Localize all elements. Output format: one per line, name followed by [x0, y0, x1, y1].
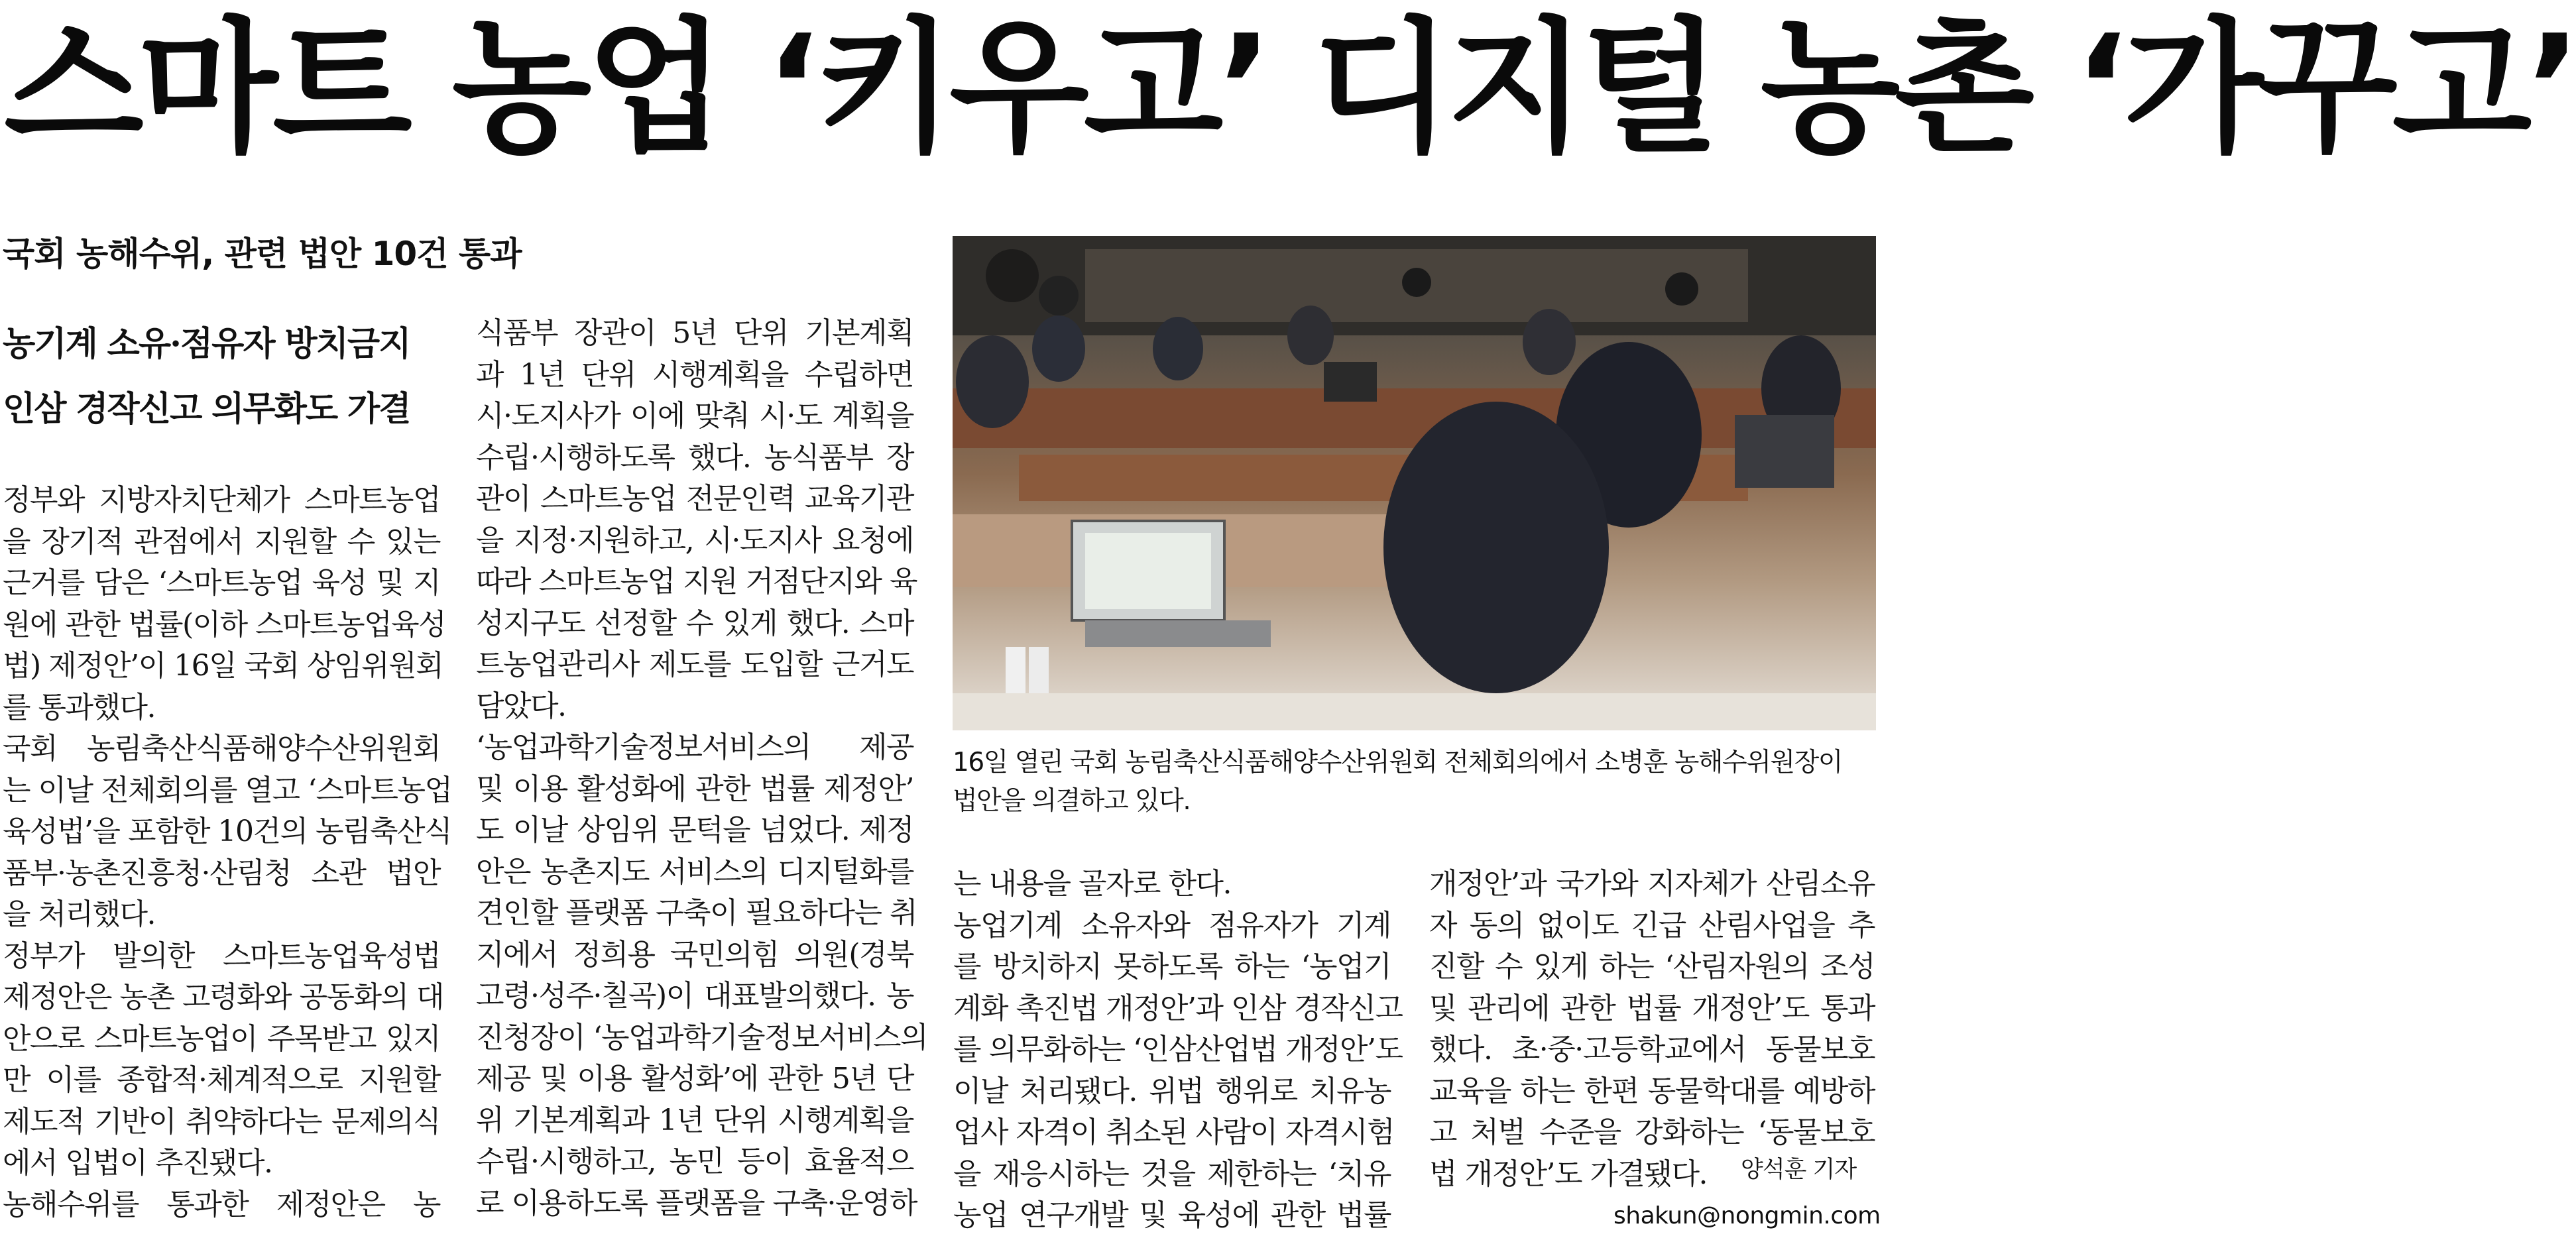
deck-line: 인삼 경작신고 의무화도 가결 — [3, 389, 410, 429]
article-line: 트농업관리사 제도를 도입할 근거도 — [476, 648, 913, 681]
photo-illustration — [953, 236, 1876, 730]
article-line: 안은 농촌지도 서비스의 디지털화를 — [476, 854, 913, 889]
deck — [3, 312, 453, 441]
article-line: 정부와 지방자치단체가 스마트농업 — [3, 483, 440, 517]
headline: 스마트 농업 ‘키우고’ 디지털 농촌 ‘가꾸고’ — [4, 5, 2576, 172]
article-line: 시·도지사가 이에 맞춰 시·도 계획을 — [476, 399, 913, 433]
article-line: 제도적 기반이 취약하다는 문제의식 — [3, 1104, 440, 1139]
laptop-base — [1085, 620, 1271, 647]
caption-line: 법안을 의결하고 있다. — [953, 786, 1191, 816]
byline-email: shakun@nongmin.com — [1613, 1202, 1881, 1229]
article-line: 을 장기적 관점에서 지원할 수 있는 — [3, 524, 440, 559]
article-column-4 — [1429, 864, 1875, 1195]
article-line: 농업기계 소유자와 점유자가 기계 — [953, 908, 1391, 942]
article-line: 에서 입법이 추진됐다. — [3, 1146, 272, 1180]
article-line: 및 관리에 관한 법률 개정안’도 통과 — [1429, 991, 1875, 1025]
person-silhouette — [956, 335, 1029, 428]
article-line: 도 이날 상임위 문턱을 넘었다. 제정 — [476, 813, 913, 847]
article-line: 담았다. — [476, 689, 566, 723]
article-line: 진할 수 있게 하는 ‘산림자원의 조성 — [1429, 950, 1875, 984]
article-line: 관이 스마트농업 전문인력 교육기관 — [476, 482, 913, 516]
article-line: 및 이용 활성화에 관한 법률 제정안’ — [476, 771, 913, 806]
article-line: 육성법’을 포함한 10건의 농림축산식 — [3, 815, 451, 848]
article-line: 과 1년 단위 시행계획을 수립하면 — [476, 357, 913, 392]
article-line: 정부가 발의한 스마트농업육성법 — [3, 938, 440, 973]
article-line: 농해수위를 통과한 제정안은 농 — [3, 1187, 440, 1221]
camera-icon — [1402, 268, 1431, 297]
article-line: 품부·농촌진흥청·산림청 소관 법안 — [3, 856, 440, 890]
person-silhouette — [1032, 315, 1085, 382]
article-column-1 — [3, 480, 452, 1225]
article-line: 견인할 플랫폼 구축이 필요하다는 취 — [476, 896, 917, 930]
camera-icon — [1665, 272, 1698, 306]
article-line: 했다. 초·중·고등학교에서 동물보호 — [1429, 1033, 1875, 1066]
article-line: 로 이용하도록 플랫폼을 구축·운영하 — [476, 1186, 917, 1220]
article-line: 법 개정안’도 가결됐다. — [1429, 1157, 1707, 1191]
article-line: 교육을 하는 한편 동물학대를 예방하 — [1429, 1074, 1875, 1108]
deck-line: 농기계 소유·점유자 방치금지 — [3, 324, 410, 364]
article-line: 이날 처리됐다. 위법 행위로 치유농 — [953, 1074, 1391, 1108]
article-line: 수립·시행하도록 했다. 농식품부 장 — [476, 440, 913, 475]
article-line: 위 기본계획과 1년 단위 시행계획을 — [476, 1103, 913, 1137]
article-column-3 — [953, 864, 1403, 1237]
foreground-desk — [953, 693, 1876, 730]
article-line: 원에 관한 법률(이하 스마트농업육성 — [3, 607, 446, 642]
camera-icon — [1039, 276, 1079, 315]
article-line: 고령·성주·칠곡)이 대표발의했다. 농 — [476, 979, 913, 1013]
article-line: 지에서 정희용 국민의힘 의원(경북 — [476, 937, 913, 972]
camera-icon — [986, 249, 1039, 302]
article-line: 업사 자격이 취소된 사람이 자격시험 — [953, 1115, 1395, 1149]
photo-caption — [953, 744, 1877, 821]
article-line: 자 동의 없이도 긴급 산림사업을 추 — [1429, 908, 1875, 942]
article-line: 국회 농림축산식품해양수산위원회 — [3, 732, 440, 765]
article-line: 제공 및 이용 활성화’에 관한 5년 단 — [476, 1062, 913, 1096]
article-line: 계화 촉진법 개정안’과 인삼 경작신고 — [953, 991, 1403, 1025]
article-line: 고 처벌 수준을 강화하는 ‘동물보호 — [1429, 1115, 1875, 1149]
article-line: 제정안은 농촌 고령화와 공동화의 대 — [3, 980, 444, 1014]
article-line: 따라 스마트농업 지원 거점단지와 육 — [476, 565, 917, 598]
person-silhouette — [1523, 309, 1576, 375]
person-silhouette — [1383, 402, 1609, 693]
article-column-2 — [476, 313, 928, 1224]
article-line: 법) 제정안’이 16일 국회 상임위원회 — [3, 649, 443, 683]
article-line: 는 내용을 골자로 한다. — [953, 867, 1231, 901]
byline-reporter: 양석훈 기자 — [1741, 1157, 1857, 1183]
article-line: 성지구도 선정할 수 있게 했다. 스마 — [476, 606, 913, 640]
person-silhouette — [1287, 306, 1334, 365]
article-line: 을 지정·지원하고, 시·도지사 요청에 — [476, 523, 913, 557]
article-line: 근거를 담은 ‘스마트농업 육성 및 지 — [3, 566, 440, 600]
article-line: 농업 연구개발 및 육성에 관한 법률 — [953, 1198, 1391, 1232]
article-line: 는 이날 전체회의를 열고 ‘스마트농업 — [3, 773, 452, 807]
article-line: 개정안’과 국가와 지자체가 산림소유 — [1429, 867, 1875, 901]
article-line: 안으로 스마트농업이 주목받고 있지 — [3, 1021, 440, 1056]
article-line: 를 의무화하는 ‘인삼산업법 개정안’도 — [953, 1033, 1403, 1066]
article-line: 를 통과했다. — [3, 690, 155, 724]
subheadline: 국회 농해수위, 관련 법안 10건 통과 — [3, 235, 522, 273]
article-line: 식품부 장관이 5년 단위 기본계획 — [476, 316, 913, 350]
laptop-display — [1085, 533, 1211, 609]
article-line: ‘농업과학기술정보서비스의 제공 — [476, 730, 913, 764]
article-line: 수립·시행하고, 농민 등이 효율적으 — [476, 1145, 913, 1178]
caption-line: 16일 열린 국회 농림축산식품해양수산위원회 전체회의에서 소병훈 농해수위원장이 — [953, 748, 1842, 777]
article-line: 을 재응시하는 것을 제한하는 ‘치유 — [953, 1157, 1391, 1191]
person-silhouette — [1153, 317, 1203, 380]
article-line: 진청장이 ‘농업과학기술정보서비스의 — [476, 1020, 928, 1054]
article-line: 을 처리했다. — [3, 897, 155, 931]
article-line: 만 이를 종합적·체계적으로 지원할 — [3, 1063, 440, 1097]
laptop-screen — [1324, 362, 1377, 402]
laptop-screen — [1735, 415, 1834, 488]
committee-meeting-photo — [953, 236, 1876, 730]
article-line: 를 방치하지 못하도록 하는 ‘농업기 — [953, 950, 1391, 984]
